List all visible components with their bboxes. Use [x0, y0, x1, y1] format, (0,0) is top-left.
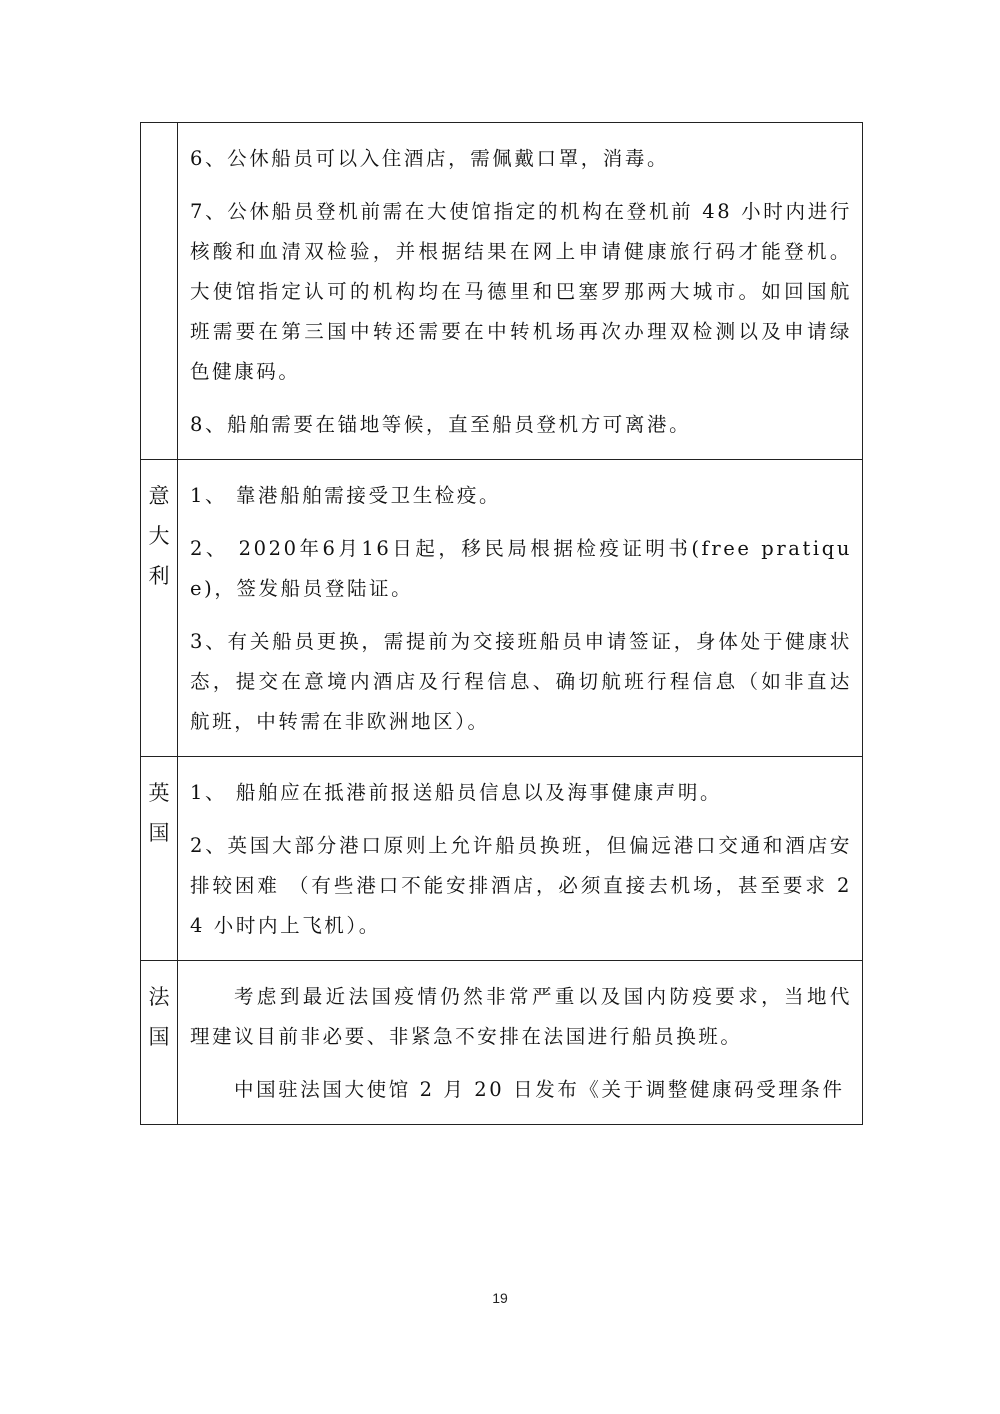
page-number: 19 — [492, 1290, 508, 1306]
policy-paragraph: 3、有关船员更换，需提前为交接班船员申请签证，身体处于健康状态，提交在意境内酒店及行程信息、确切航班行程信息（如非直达航班，中转需在非欧洲地区）。 — [190, 630, 852, 733]
country-char: 法 — [148, 985, 170, 1009]
country-cell — [141, 460, 178, 757]
content-cell — [178, 460, 863, 757]
country-char: 英 — [148, 781, 170, 805]
country-cell — [141, 961, 178, 1125]
content-cell — [178, 757, 863, 961]
crew-change-policy-table — [140, 122, 863, 1125]
policy-paragraph: 2、 2020年6月16日起，移民局根据检疫证明书(free pratique)，签发船员登陆证。 — [190, 537, 852, 600]
country-name — [141, 757, 177, 853]
country-char: 利 — [148, 564, 170, 588]
table-body — [141, 123, 863, 1125]
table-row — [141, 460, 863, 757]
policy-paragraph: 8、船舶需要在锚地等候，直至船员登机方可离港。 — [190, 413, 692, 436]
policy-paragraph: 2、英国大部分港口原则上允许船员换班，但偏远港口交通和酒店安排较困难 （有些港口不能安排酒店，必须直接去机场，甚至要求 24 小时内上飞机）。 — [190, 834, 852, 937]
country-cell — [141, 757, 178, 961]
table-row — [141, 757, 863, 961]
content-cell — [178, 123, 863, 460]
table-row — [141, 123, 863, 460]
country-char: 国 — [148, 1025, 170, 1049]
policy-paragraph: 中国驻法国大使馆 2 月 20 日发布《关于调整健康码受理条件 — [234, 1078, 845, 1101]
country-char: 大 — [148, 524, 170, 548]
policy-paragraph: 1、 靠港船舶需接受卫生检疫。 — [190, 484, 502, 507]
policy-paragraph: 7、公休船员登机前需在大使馆指定的机构在登机前 48 小时内进行核酸和血清双检验，并根据结果在网上申请健康旅行码才能登机。大使馆指定认可的机构均在马德里和巴塞罗那两大城市。如回国航班需要在第三国中转还需要在中转机场再次办理双检测以及申请绿色健康码。 — [190, 200, 852, 383]
country-name — [141, 123, 177, 139]
policy-paragraph: 考虑到最近法国疫情仍然非常严重以及国内防疫要求，当地代理建议目前非必要、非紧急不安排在法国进行船员换班。 — [190, 985, 852, 1048]
country-char: 国 — [148, 821, 170, 845]
country-cell — [141, 123, 178, 460]
policy-paragraph: 6、公休船员可以入住酒店，需佩戴口罩，消毒。 — [190, 147, 670, 170]
content-cell — [178, 961, 863, 1125]
country-char: 意 — [148, 484, 170, 508]
policy-paragraph: 1、 船舶应在抵港前报送船员信息以及海事健康声明。 — [190, 781, 723, 804]
table-row — [141, 961, 863, 1125]
country-name — [141, 460, 177, 596]
country-name — [141, 961, 177, 1057]
